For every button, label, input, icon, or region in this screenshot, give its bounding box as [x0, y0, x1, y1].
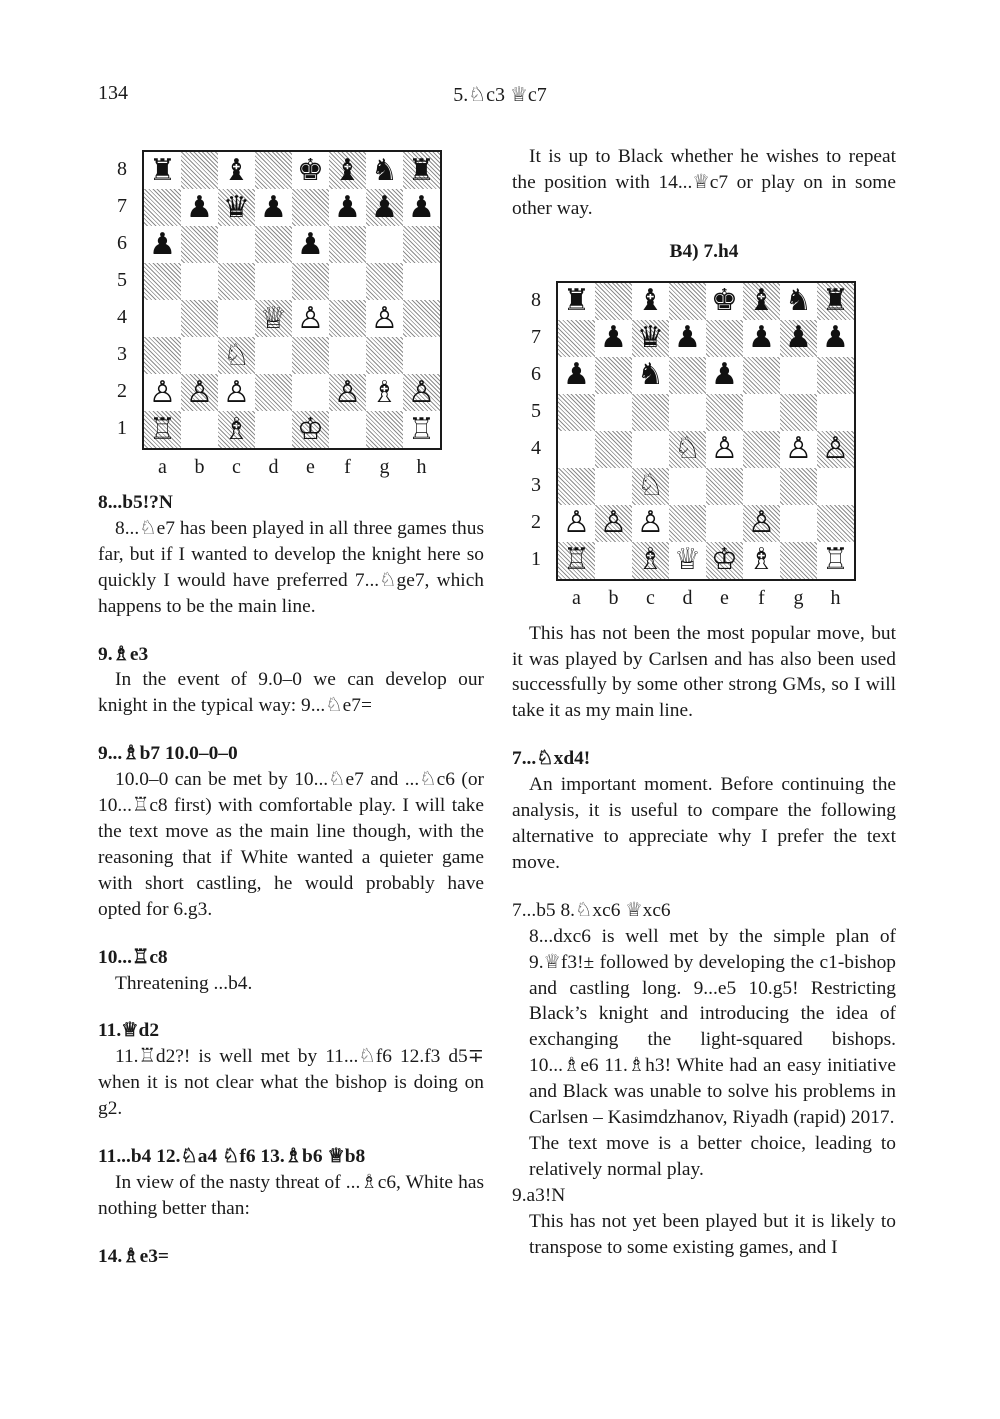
board-square	[329, 337, 366, 374]
board-square: ♙	[181, 374, 218, 411]
board-square	[366, 226, 403, 263]
board-square	[255, 411, 292, 448]
board-square	[706, 394, 743, 431]
paragraph: In the event of 9.0–0 we can develop our knight in the typical way: 9...♘e7=	[98, 669, 484, 717]
board-square	[144, 263, 181, 300]
board-square: ♖	[144, 411, 181, 448]
move-heading: 7...♘xd4!	[512, 748, 591, 770]
board-square: ♙	[632, 505, 669, 542]
board-square: ♟	[144, 226, 181, 263]
file-label: f	[758, 586, 765, 609]
board-square: ♝	[743, 283, 780, 320]
rank-label: 4	[531, 436, 541, 459]
board-square	[558, 320, 595, 357]
board-square: ♗	[632, 542, 669, 579]
board-square	[329, 263, 366, 300]
board-square: ♟	[706, 357, 743, 394]
board-square: ♝	[329, 152, 366, 189]
board-square: ♕	[669, 542, 706, 579]
move-heading: 8...b5!?N	[98, 492, 173, 513]
chessboard	[556, 281, 856, 581]
board-square	[403, 337, 440, 374]
board-square	[218, 263, 255, 300]
board-square	[329, 300, 366, 337]
board-square: ♗	[743, 542, 780, 579]
board-square	[366, 263, 403, 300]
board-square: ♟	[403, 189, 440, 226]
chessboard	[142, 150, 442, 450]
board-square: ♟	[669, 320, 706, 357]
move-heading: 11...b4 12.♘a4 ♘f6 13.♗b6 ♕b8	[98, 1146, 366, 1168]
board-square: ♖	[558, 542, 595, 579]
board-square: ♙	[329, 374, 366, 411]
paragraph: Threatening ...b4.	[115, 972, 253, 994]
board-square: ♟	[817, 320, 854, 357]
board-square	[144, 300, 181, 337]
board-square	[706, 505, 743, 542]
rank-label: 4	[117, 306, 127, 328]
board-square	[780, 357, 817, 394]
file-label: h	[416, 456, 427, 478]
board-square: ♞	[780, 283, 817, 320]
board-square	[181, 226, 218, 263]
board-square	[669, 357, 706, 394]
board-square	[632, 431, 669, 468]
board-square: ♝	[218, 152, 255, 189]
board-square	[743, 394, 780, 431]
board-square: ♙	[403, 374, 440, 411]
variation-line: 9.a3!N	[512, 1184, 566, 1206]
move-heading: 10...♖c8	[98, 946, 168, 968]
board-square	[706, 320, 743, 357]
board-square	[292, 189, 329, 226]
file-label: d	[268, 456, 279, 478]
board-square: ♘	[669, 431, 706, 468]
board-square: ♕	[255, 300, 292, 337]
board-square: ♙	[595, 505, 632, 542]
rank-label: 2	[531, 510, 541, 533]
board-square: ♜	[403, 152, 440, 189]
board-square: ♟	[595, 320, 632, 357]
board-square	[669, 468, 706, 505]
rank-label: 7	[531, 325, 541, 348]
board-square	[292, 374, 329, 411]
chess-diagram-2	[512, 275, 896, 621]
board-square	[817, 468, 854, 505]
rank-label: 2	[117, 380, 127, 402]
paragraph: 10.0–0 can be met by 10...♘e7 and ...♘c6 (or 10...♖c8 first) with comfortable play. I will take the text move as the main line though, with the reasoning that if White wanted a quieter game with short castling, he would probably have opted for 6.g3.	[98, 769, 484, 920]
board-square: ♟	[780, 320, 817, 357]
board-square	[669, 505, 706, 542]
board-square: ♗	[366, 374, 403, 411]
paragraph: An important moment. Before continuing the analysis, it is useful to compare the following alternative to appreciate why I prefer the text move.	[512, 774, 896, 873]
board-square	[558, 394, 595, 431]
board-square: ♜	[817, 283, 854, 320]
move-heading: 11.♕d2	[98, 1020, 160, 1042]
board-square	[403, 300, 440, 337]
move-heading: 9...♗b7 10.0–0–0	[98, 743, 238, 765]
move-heading: 14.♗e3=	[98, 1245, 169, 1267]
paragraph: This has not yet been played but it is likely to transpose to some existing games, and I	[529, 1210, 896, 1258]
paragraph: 11.♖d2?! is well met by 11...♘f6 12.f3 d5∓ when it is not clear what the bishop is doing on g2.	[98, 1046, 484, 1120]
rank-label: 8	[117, 158, 127, 180]
board-square: ♟	[329, 189, 366, 226]
file-label: a	[572, 586, 581, 609]
board-square	[558, 468, 595, 505]
paragraph: It is up to Black whether he wishes to repeat the position with 14...♕c7 or play on in some other way.	[512, 146, 896, 219]
board-square: ♙	[743, 505, 780, 542]
board-square	[403, 263, 440, 300]
page-number: 134	[98, 82, 128, 104]
board-square: ♙	[144, 374, 181, 411]
board-square: ♟	[292, 226, 329, 263]
board-square: ♙	[817, 431, 854, 468]
board-square	[743, 431, 780, 468]
paragraph: The text move is a better choice, leading to relatively normal play.	[529, 1132, 896, 1180]
board-square	[144, 189, 181, 226]
board-square	[669, 394, 706, 431]
board-square	[181, 300, 218, 337]
board-square	[780, 394, 817, 431]
board-square	[255, 374, 292, 411]
board-square	[403, 226, 440, 263]
rank-label: 1	[531, 547, 541, 570]
file-label: g	[379, 456, 390, 478]
rank-label: 8	[531, 288, 541, 311]
board-square: ♜	[558, 283, 595, 320]
file-label: c	[232, 456, 241, 478]
board-square	[181, 152, 218, 189]
board-square: ♚	[292, 152, 329, 189]
file-label: c	[646, 586, 655, 609]
file-label: h	[830, 586, 841, 609]
board-square	[780, 542, 817, 579]
board-square: ♘	[632, 468, 669, 505]
file-label: e	[720, 586, 729, 609]
board-square: ♘	[218, 337, 255, 374]
board-square: ♞	[366, 152, 403, 189]
board-square: ♗	[218, 411, 255, 448]
board-square	[595, 394, 632, 431]
rank-label: 1	[117, 417, 127, 439]
board-square	[218, 226, 255, 263]
board-square	[743, 357, 780, 394]
board-square	[329, 226, 366, 263]
board-square	[292, 263, 329, 300]
file-label: f	[344, 456, 351, 478]
board-square	[255, 337, 292, 374]
board-square	[817, 394, 854, 431]
board-square	[817, 357, 854, 394]
rank-label: 3	[531, 473, 541, 496]
board-square	[255, 263, 292, 300]
board-square: ♔	[706, 542, 743, 579]
paragraph: 8...dxc6 is well met by the simple plan of 9.♕f3!± followed by developing the c1-bishop and castling long. 9...e5 10.g5! Restricting Black’s knight and introducing the idea of exchanging the light-squared bishops. 10...♗e6 11.♗h3! White had an easy initiative and Black was unable to solve his problems in Carlsen – Kasimdzhanov, Riyadh (rapid) 2017.	[529, 925, 896, 1129]
rank-label: 5	[117, 269, 127, 291]
board-square	[366, 337, 403, 374]
board-square: ♜	[144, 152, 181, 189]
board-square	[181, 337, 218, 374]
left-column	[98, 144, 484, 1270]
board-square	[780, 468, 817, 505]
file-label: a	[158, 456, 167, 478]
board-square	[595, 542, 632, 579]
board-square	[558, 431, 595, 468]
board-square: ♟	[558, 357, 595, 394]
board-square	[144, 337, 181, 374]
board-square	[292, 337, 329, 374]
board-square: ♙	[706, 431, 743, 468]
board-square: ♙	[218, 374, 255, 411]
file-label: b	[608, 586, 619, 609]
board-square	[329, 411, 366, 448]
board-square	[595, 283, 632, 320]
board-square	[366, 411, 403, 448]
move-heading: 9.♗e3	[98, 643, 149, 665]
board-square: ♙	[780, 431, 817, 468]
board-square	[595, 357, 632, 394]
board-square: ♙	[292, 300, 329, 337]
board-square	[706, 468, 743, 505]
board-square	[255, 226, 292, 263]
board-square: ♛	[632, 320, 669, 357]
board-square: ♟	[255, 189, 292, 226]
board-square: ♟	[366, 189, 403, 226]
board-square	[255, 152, 292, 189]
board-square	[669, 283, 706, 320]
board-square: ♔	[292, 411, 329, 448]
rank-label: 6	[117, 232, 127, 254]
board-square: ♟	[743, 320, 780, 357]
board-square: ♚	[706, 283, 743, 320]
board-square	[218, 300, 255, 337]
file-label: d	[682, 586, 693, 609]
paragraph: This has not been the most popular move, but it was played by Carlsen and has also been used successfully by some other strong GMs, so I will take it as my main line.	[512, 622, 896, 722]
rank-label: 3	[117, 343, 127, 365]
board-square	[181, 263, 218, 300]
paragraph: In view of the nasty threat of ...♗c6, White has nothing better than:	[98, 1171, 484, 1219]
board-square	[817, 505, 854, 542]
variation-line: 7...b5 8.♘xc6 ♕xc6	[512, 899, 671, 921]
section-heading: B4) 7.h4	[669, 240, 739, 262]
board-square: ♛	[218, 189, 255, 226]
file-label: e	[306, 456, 315, 478]
board-square: ♙	[558, 505, 595, 542]
file-label: g	[793, 586, 804, 609]
rank-label: 7	[117, 195, 127, 217]
board-square	[780, 505, 817, 542]
board-square: ♙	[366, 300, 403, 337]
rank-label: 6	[531, 362, 541, 385]
right-column	[512, 144, 896, 1260]
file-label: b	[194, 456, 205, 478]
board-square	[595, 468, 632, 505]
running-head: 5.♘c3 ♕c7	[453, 84, 547, 106]
chess-diagram-1	[98, 144, 484, 490]
board-square	[743, 468, 780, 505]
board-square: ♖	[403, 411, 440, 448]
board-square: ♝	[632, 283, 669, 320]
paragraph: 8...♘e7 has been played in all three games thus far, but if I wanted to develop the knight here so quickly I would have preferred 7...♘ge7, which happens to be the main line.	[98, 517, 484, 617]
board-square: ♟	[181, 189, 218, 226]
board-square	[595, 431, 632, 468]
board-square	[632, 394, 669, 431]
rank-label: 5	[531, 399, 541, 422]
board-square: ♖	[817, 542, 854, 579]
board-square	[181, 411, 218, 448]
board-square: ♞	[632, 357, 669, 394]
